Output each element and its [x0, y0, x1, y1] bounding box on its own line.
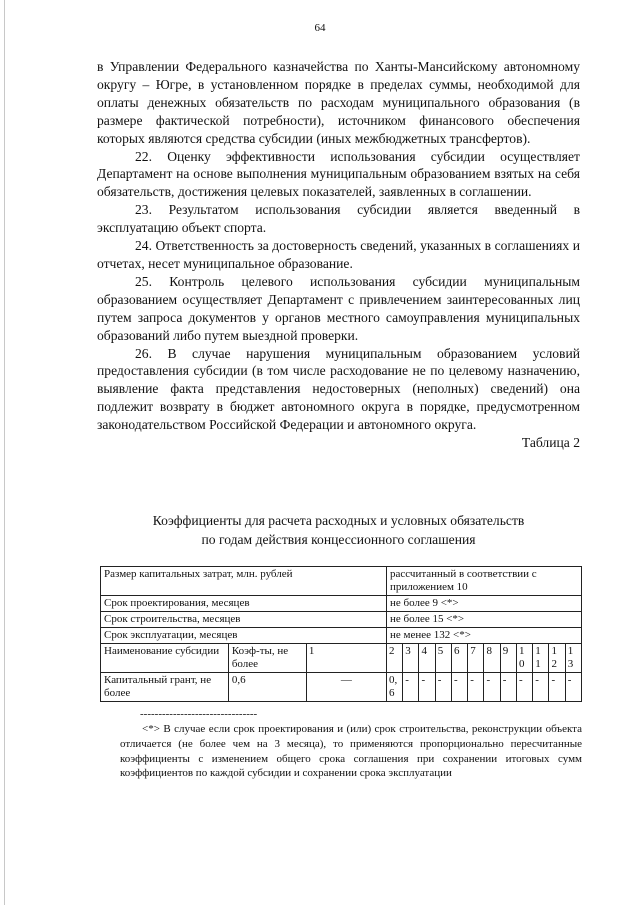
year-cell: 5	[435, 644, 451, 673]
paragraph-25: 25. Контроль целевого использования субсидии муниципальным образованием осуществляет Департамент с привлечением заинтересованных лиц путем запроса документов у органов местного самоуправления муниципальных образований либо путем выездной проверки.	[97, 273, 580, 343]
year-cell: 1 0	[516, 644, 532, 673]
table-row	[101, 673, 582, 702]
year-cell: 1 3	[565, 644, 581, 673]
table-cell: не более 9 <*>	[386, 596, 581, 612]
footnote	[120, 722, 582, 781]
year-cell: 1 2	[549, 644, 565, 673]
year-cell: 9	[500, 644, 516, 673]
value-cell: —	[306, 673, 386, 702]
coefficients-table	[100, 566, 582, 702]
paragraph-21-continuation: в Управлении Федерального казначейства по Ханты-Мансийскому автономному округу – Югре, в установленном порядке в пределах суммы, необходимой для оплаты денежных обязательств по расходам муниципального образования (в размере фактической потребности), источником финансового обеспечения которых являются средства субсидии (иных межбюджетных трансфертов).	[97, 59, 580, 146]
table-row	[101, 596, 582, 612]
page-edge-line	[4, 0, 5, 905]
value-cell: -	[549, 673, 565, 702]
year-cell: 1	[306, 644, 386, 673]
value-cell: -	[468, 673, 484, 702]
table-row	[101, 628, 582, 644]
footnote-text: <*> В случае если срок проектирования и (или) срок строительства, реконструкции объекта отличается (не более чем на 3 месяца), то применяются пропорционально пересчитанные коэффициенты с изменением общего срока соглашения при сохранении итоговых сумм коэффициентов по каждой субсидии и сохранении срока эксплуатации	[120, 723, 582, 780]
paragraph-22: 22. Оценку эффективности использования субсидии осуществляет Департамент на основе выполнения муниципальным образованием взятых на себя обязательств, достижения целевых показателей, заявленных в соглашении.	[97, 148, 580, 200]
year-cell: 6	[451, 644, 467, 673]
table-header-cell: Коэф-ты, не более	[228, 644, 306, 673]
table-title-line-1: Коэффициенты для расчета расходных и условных обязательств	[152, 513, 525, 528]
value-cell: -	[419, 673, 435, 702]
document-body	[97, 58, 580, 452]
paragraph-23: 23. Результатом использования субсидии является введенный в эксплуатацию объект спорта.	[97, 202, 580, 236]
value-cell: -	[451, 673, 467, 702]
paragraph-26: 26. В случае нарушения муниципальным образованием условий предоставления субсидии (в том числе расходование не по целевому назначению, выявление факта представления недостоверных (неполных) сведений) она подлежит возврату в бюджет автономного округа в порядке, предусмотренном законодательством Российской Федерации и автономного округа.	[97, 345, 580, 433]
table-row	[101, 567, 582, 596]
value-cell: -	[516, 673, 532, 702]
table-cell: Срок эксплуатации, месяцев	[101, 628, 387, 644]
table-cell: Срок строительства, месяцев	[101, 612, 387, 628]
table-row	[101, 612, 582, 628]
year-cell: 8	[484, 644, 500, 673]
value-cell: -	[484, 673, 500, 702]
table-cell: не более 15 <*>	[386, 612, 581, 628]
table-cell: Срок проектирования, месяцев	[101, 596, 387, 612]
table-header-cell: Наименование субсидии	[101, 644, 229, 673]
table-header-row	[101, 644, 582, 673]
footnote-separator: --------------------------------	[140, 708, 258, 720]
table-cell: Капитальный грант, не более	[101, 673, 229, 702]
value-cell: -	[500, 673, 516, 702]
table-cell: 0,6	[228, 673, 306, 702]
year-cell: 2	[386, 644, 402, 673]
value-cell: -	[565, 673, 581, 702]
value-cell: -	[403, 673, 419, 702]
year-cell: 3	[403, 644, 419, 673]
page-number: 64	[314, 22, 326, 34]
table-cell: рассчитанный в соответствии с приложением 10	[386, 567, 581, 596]
table-title	[97, 512, 580, 549]
value-cell: 0, 6	[386, 673, 402, 702]
value-cell: -	[435, 673, 451, 702]
table-cell: Размер капитальных затрат, млн. рублей	[101, 567, 387, 596]
year-cell: 1 1	[533, 644, 549, 673]
value-cell: -	[533, 673, 549, 702]
year-cell: 7	[468, 644, 484, 673]
table-label: Таблица 2	[521, 435, 580, 451]
paragraph-24: 24. Ответственность за достоверность сведений, указанных в соглашениях и отчетах, несет муниципальное образование.	[97, 238, 580, 271]
table-cell: не менее 132 <*>	[386, 628, 581, 644]
table-title-line-2: по годам действия концессионного соглашения	[201, 531, 476, 547]
year-cell: 4	[419, 644, 435, 673]
